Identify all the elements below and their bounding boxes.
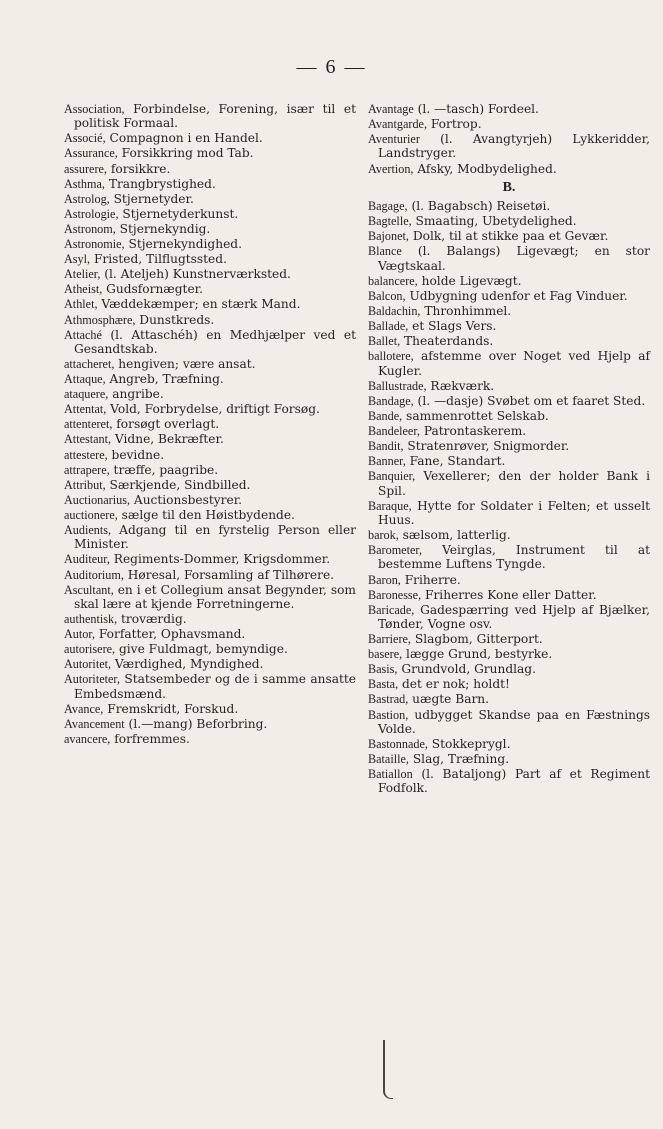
- entry-headword: basere,: [368, 647, 403, 662]
- entry-headword: Banquier,: [368, 469, 416, 484]
- entry-headword: Asthma,: [64, 176, 105, 191]
- dictionary-entry: [64, 162, 356, 176]
- dictionary-entry: [368, 244, 650, 273]
- entry-definition: Forfatter, Ophavsmand.: [95, 627, 246, 642]
- entry-headword: Basis,: [368, 662, 398, 677]
- entry-definition: holde Ligevægt.: [417, 273, 522, 288]
- dictionary-entry: [368, 708, 650, 737]
- entry-definition: Statsembeder og de i samme ansatte Embedsmænd.: [74, 672, 356, 701]
- entry-headword: Astrolog,: [64, 191, 110, 206]
- dictionary-entry: [368, 274, 650, 288]
- entry-definition: Hytte for Soldater i Felten; et usselt Huus.: [378, 498, 650, 527]
- entry-definition: Fortrop.: [427, 117, 482, 132]
- entry-headword: Associé,: [64, 131, 106, 146]
- entry-definition: (l.—mang) Beforbring.: [124, 716, 268, 731]
- entry-definition: Stjernekyndig.: [115, 221, 211, 236]
- entry-definition: Slag, Træfning.: [408, 752, 510, 767]
- entry-definition: et Slags Vers.: [408, 319, 497, 334]
- entry-headword: Ballade,: [368, 319, 409, 334]
- entry-definition: udbygget Skandse paa en Fæstnings Volde.: [378, 707, 650, 736]
- entry-headword: Astronom,: [64, 221, 116, 236]
- entry-headword: Autor,: [64, 627, 95, 642]
- entry-headword: Asyl,: [64, 252, 91, 267]
- entry-definition: Forsikkring mod Tab.: [117, 146, 254, 161]
- entry-definition: Stjernetyderkunst.: [118, 206, 239, 221]
- dictionary-entry: [368, 117, 650, 131]
- entry-headword: Ascultant,: [64, 582, 114, 597]
- dictionary-entry: [368, 677, 650, 691]
- entry-definition: Friherres Kone eller Datter.: [421, 587, 597, 602]
- entry-definition: Veirglas, Instrument til at bestemme Luftens Tyngde.: [378, 543, 650, 572]
- entry-headword: Auditeur,: [64, 552, 110, 567]
- entry-headword: Barriere,: [368, 632, 411, 647]
- entry-definition: Fristed, Tilflugtssted.: [90, 252, 227, 267]
- dictionary-entry: [64, 267, 356, 281]
- entry-definition: bevidne.: [107, 447, 165, 462]
- dictionary-entry: [64, 402, 356, 416]
- entry-definition: Vold, Forbrydelse, driftigt Forsøg.: [106, 402, 320, 417]
- entry-headword: barok,: [368, 528, 399, 543]
- entry-definition: forsøgt overlagt.: [112, 417, 220, 432]
- entry-definition: forfremmes.: [110, 731, 190, 746]
- dictionary-entry: [368, 379, 650, 393]
- dictionary-entry: [368, 424, 650, 438]
- entry-definition: Angreb, Træfning.: [105, 372, 224, 387]
- entry-definition: Forbindelse, Forening, især til et politisk Formaal.: [74, 102, 356, 131]
- dictionary-entry: [64, 657, 356, 671]
- dictionary-entry: [64, 732, 356, 746]
- dictionary-entry: [64, 282, 356, 296]
- dictionary-entry: [64, 627, 356, 641]
- entry-headword: Attaché: [64, 327, 102, 342]
- entry-definition: sælsom, latterlig.: [398, 528, 511, 543]
- dictionary-entry: [368, 394, 650, 408]
- entry-definition: Theaterdands.: [400, 334, 494, 349]
- dictionary-entry: [64, 612, 356, 626]
- entry-headword: Barometer,: [368, 543, 422, 558]
- entry-headword: Bataille,: [368, 752, 409, 767]
- entry-headword: attenteret,: [64, 417, 113, 432]
- dictionary-entry: [368, 199, 650, 213]
- dictionary-entry: [368, 528, 650, 542]
- dictionary-entry: [64, 313, 356, 327]
- entry-definition: angribe.: [108, 387, 164, 402]
- entry-definition: (l. —dasje) Svøbet om et faaret Sted.: [413, 393, 646, 408]
- entry-definition: Stokkeprygl.: [427, 736, 511, 751]
- dictionary-entry: [64, 146, 356, 160]
- entry-definition: Særkjende, Sindbilled.: [105, 477, 251, 492]
- entry-definition: uægte Barn.: [408, 692, 490, 707]
- dictionary-entry: [64, 192, 356, 206]
- entry-definition: afstemme over Noget ved Hjelp af Kugler.: [378, 349, 650, 378]
- entry-headword: avancere,: [64, 731, 111, 746]
- section-heading-b: B.: [502, 179, 516, 195]
- entry-headword: Autoriteter,: [64, 672, 121, 687]
- entry-headword: Auditorium,: [64, 567, 124, 582]
- entry-definition: (l. Bataljong) Part af et Regiment Fodfolk.: [378, 767, 650, 796]
- entry-definition: Stratenrøver, Snigmorder.: [403, 439, 570, 454]
- entry-headword: Avance,: [64, 701, 104, 716]
- entry-headword: Banner,: [368, 454, 406, 469]
- entry-headword: Attentat,: [64, 402, 107, 417]
- dictionary-entry: [368, 499, 650, 528]
- entry-definition: Regiments-Dommer, Krigsdommer.: [109, 552, 331, 567]
- entry-definition: give Fuldmagt, bemyndige.: [115, 642, 288, 657]
- dictionary-entry: [64, 357, 356, 371]
- entry-definition: Rækværk.: [426, 378, 495, 393]
- entry-headword: Bandeleer,: [368, 423, 420, 438]
- entry-headword: Audients,: [64, 523, 112, 538]
- entry-headword: Attribut,: [64, 477, 106, 492]
- entry-headword: ballotere,: [368, 349, 414, 364]
- entry-definition: en i et Collegium ansat Begynder, som skal lære at kjende Forretningerne.: [74, 582, 356, 611]
- dictionary-entry: [64, 387, 356, 401]
- entry-definition: (l. Bagabsch) Reisetøi.: [407, 199, 551, 214]
- entry-headword: balancere,: [368, 273, 418, 288]
- dictionary-entry: [368, 334, 650, 348]
- entry-headword: ataquere,: [64, 387, 109, 402]
- dictionary-entry: [64, 207, 356, 221]
- entry-headword: Association,: [64, 102, 125, 116]
- entry-definition: (l. Avangtyrjeh) Lykkeridder, Landstryger.: [378, 132, 650, 161]
- entry-definition: Stjernetyder.: [109, 191, 194, 206]
- entry-definition: Gadespærring ved Hjelp af Bjælker, Tønder, Vogne osv.: [378, 602, 650, 632]
- dictionary-entry: [368, 229, 650, 243]
- entry-definition: Patrontaskerem.: [419, 423, 527, 438]
- dictionary-entry: [368, 289, 650, 303]
- entry-definition: Adgang til en fyrstelig Person eller Minister.: [74, 523, 356, 552]
- entry-headword: Astrologie,: [64, 206, 119, 221]
- entry-headword: Bastonnade,: [368, 736, 428, 751]
- dictionary-entry: [368, 319, 650, 333]
- entry-definition: (l. Balangs) Ligevægt; en stor Vægtskaal.: [378, 244, 650, 273]
- entry-definition: Smaating, Ubetydelighed.: [411, 214, 577, 229]
- entry-definition: (l. —tasch) Fordeel.: [413, 102, 539, 116]
- entry-definition: hengiven; være ansat.: [114, 357, 256, 371]
- entry-headword: Avertion,: [368, 161, 414, 176]
- dictionary-entry: [368, 102, 650, 116]
- entry-headword: Atheist,: [64, 282, 103, 297]
- dictionary-entry: [368, 439, 650, 453]
- entry-headword: assurere,: [64, 161, 107, 176]
- right-column: [368, 102, 650, 797]
- dictionary-entry: [368, 752, 650, 766]
- entry-definition: Væddekæmper; en stærk Mand.: [97, 297, 301, 312]
- entry-headword: autorisere,: [64, 642, 116, 657]
- entry-headword: Avantage: [368, 102, 414, 116]
- dictionary-entry: [64, 448, 356, 462]
- entry-headword: Aventurier: [368, 132, 420, 147]
- dictionary-entry: [368, 469, 650, 498]
- dictionary-entry: [64, 672, 356, 701]
- entry-definition: Fremskridt, Forskud.: [103, 701, 239, 716]
- entry-headword: Astronomie,: [64, 237, 125, 252]
- dictionary-entry: [368, 662, 650, 676]
- dictionary-entry: [64, 131, 356, 145]
- entry-headword: authentisk,: [64, 612, 118, 626]
- entry-headword: Bastrad,: [368, 692, 409, 707]
- entry-headword: Bajonet,: [368, 229, 409, 244]
- dictionary-entry: [368, 737, 650, 751]
- entry-headword: Ballet,: [368, 334, 401, 349]
- dictionary-entry: [368, 214, 650, 228]
- dictionary-entry: [64, 177, 356, 191]
- entry-headword: Avancement: [64, 716, 125, 731]
- page-number: — 6 —: [296, 56, 367, 78]
- entry-definition: (l. Attaschéh) en Medhjælper ved et Gesandtskab.: [74, 327, 356, 356]
- dictionary-entry: [64, 642, 356, 656]
- entry-headword: Basta,: [368, 677, 399, 692]
- entry-definition: træffe, paagribe.: [109, 462, 219, 477]
- entry-headword: Baricade,: [368, 602, 415, 617]
- entry-headword: Avantgarde,: [368, 117, 427, 132]
- dictionary-entry: [64, 493, 356, 507]
- entry-headword: Atelier,: [64, 267, 101, 282]
- dictionary-entry: [368, 573, 650, 587]
- entry-headword: Baldachin,: [368, 304, 421, 319]
- dictionary-entry: [64, 552, 356, 566]
- dictionary-entry: [64, 102, 356, 131]
- dictionary-entry: [64, 297, 356, 311]
- entry-definition: Dolk, til at stikke paa et Gevær.: [408, 229, 609, 244]
- dictionary-entry: [368, 692, 650, 706]
- entry-headword: Auctionarius,: [64, 492, 131, 507]
- entry-headword: attrapere,: [64, 462, 110, 477]
- entry-headword: Athlet,: [64, 297, 98, 312]
- entry-definition: sammenrottet Selskab.: [402, 408, 549, 423]
- entry-definition: Vexellerer; den der holder Bank i Spil.: [378, 469, 650, 498]
- entry-definition: Slagbom, Gitterport.: [410, 632, 543, 647]
- entry-headword: Bandit,: [368, 439, 404, 454]
- dictionary-entry: [368, 454, 650, 468]
- dictionary-entry: [64, 432, 356, 446]
- entry-definition: Thronhimmel.: [420, 304, 512, 319]
- entry-definition: Høresal, Forsamling af Tilhørere.: [123, 567, 335, 582]
- entry-headword: Baron,: [368, 572, 401, 587]
- dictionary-entry: [64, 417, 356, 431]
- dictionary-entry: [64, 508, 356, 522]
- dictionary-entry: [368, 588, 650, 602]
- entry-definition: Afsky, Modbydelighed.: [413, 161, 557, 176]
- dictionary-entry: [64, 463, 356, 477]
- entry-headword: Baraque,: [368, 498, 412, 513]
- entry-headword: Assurance,: [64, 146, 118, 161]
- dictionary-entry: [368, 543, 650, 572]
- entry-headword: Autoritet,: [64, 657, 112, 672]
- entry-headword: Bagtelle,: [368, 214, 412, 229]
- dictionary-entry: [368, 409, 650, 423]
- entry-headword: Bandage,: [368, 393, 414, 408]
- entry-definition: troværdig.: [117, 612, 187, 626]
- entry-headword: Batiallon: [368, 767, 413, 782]
- dictionary-entry: [64, 252, 356, 266]
- dictionary-entry: [64, 372, 356, 386]
- entry-headword: attacheret,: [64, 357, 115, 371]
- dictionary-entry: [64, 717, 356, 731]
- dictionary-entry: [64, 237, 356, 251]
- dictionary-entry: [64, 702, 356, 716]
- entry-headword: Blance: [368, 244, 402, 259]
- entry-definition: det er nok; holdt!: [398, 677, 510, 692]
- entry-headword: Ballustrade,: [368, 378, 427, 393]
- dictionary-entry: [64, 583, 356, 612]
- entry-definition: Compagnon i en Handel.: [105, 131, 263, 146]
- dictionary-entry: [368, 632, 650, 646]
- entry-headword: Bande,: [368, 408, 403, 423]
- entry-definition: forsikkre.: [106, 161, 171, 176]
- entry-definition: Grundvold, Grundlag.: [397, 662, 536, 677]
- entry-headword: auctionere,: [64, 507, 118, 522]
- entry-headword: Balcon,: [368, 288, 406, 303]
- dictionary-entry: [64, 568, 356, 582]
- page-bracket-mark: [383, 1040, 393, 1099]
- dictionary-entry: [368, 647, 650, 661]
- entry-headword: Baronesse,: [368, 587, 422, 602]
- entry-definition: Værdighed, Myndighed.: [111, 657, 264, 672]
- dictionary-entry: [368, 349, 650, 378]
- dictionary-entry: [368, 132, 650, 161]
- entry-definition: Udbygning udenfor et Fag Vinduer.: [405, 288, 628, 303]
- entry-definition: Gudsfornægter.: [102, 282, 204, 297]
- dictionary-entry: [368, 304, 650, 318]
- entry-definition: Trangbrystighed.: [104, 176, 216, 191]
- dictionary-entry: [64, 328, 356, 357]
- dictionary-entry: [368, 162, 650, 176]
- entry-headword: Bastion,: [368, 707, 409, 722]
- entry-headword: Athmosphære,: [64, 312, 136, 327]
- entry-definition: Dunstkreds.: [135, 312, 215, 327]
- entry-definition: Fane, Standart.: [405, 454, 506, 469]
- entry-definition: (l. Ateljeh) Kunstnerværksted.: [100, 267, 291, 282]
- dictionary-entry: [64, 523, 356, 552]
- entry-headword: attestere,: [64, 447, 108, 462]
- entry-definition: lægge Grund, bestyrke.: [402, 647, 553, 662]
- left-column: [64, 102, 356, 747]
- entry-headword: Bagage,: [368, 199, 408, 214]
- entry-definition: Stjernekyndighed.: [124, 237, 242, 252]
- dictionary-entry: [64, 478, 356, 492]
- entry-headword: Attestant,: [64, 432, 112, 447]
- entry-headword: Attaque,: [64, 372, 106, 387]
- entry-definition: sælge til den Høistbydende.: [117, 507, 295, 522]
- entry-definition: Friherre.: [400, 572, 461, 587]
- dictionary-entry: [64, 222, 356, 236]
- dictionary-entry: [368, 767, 650, 796]
- entry-definition: Vidne, Bekræfter.: [111, 432, 224, 447]
- dictionary-entry: [368, 603, 650, 632]
- entry-definition: Auctionsbestyrer.: [130, 492, 243, 507]
